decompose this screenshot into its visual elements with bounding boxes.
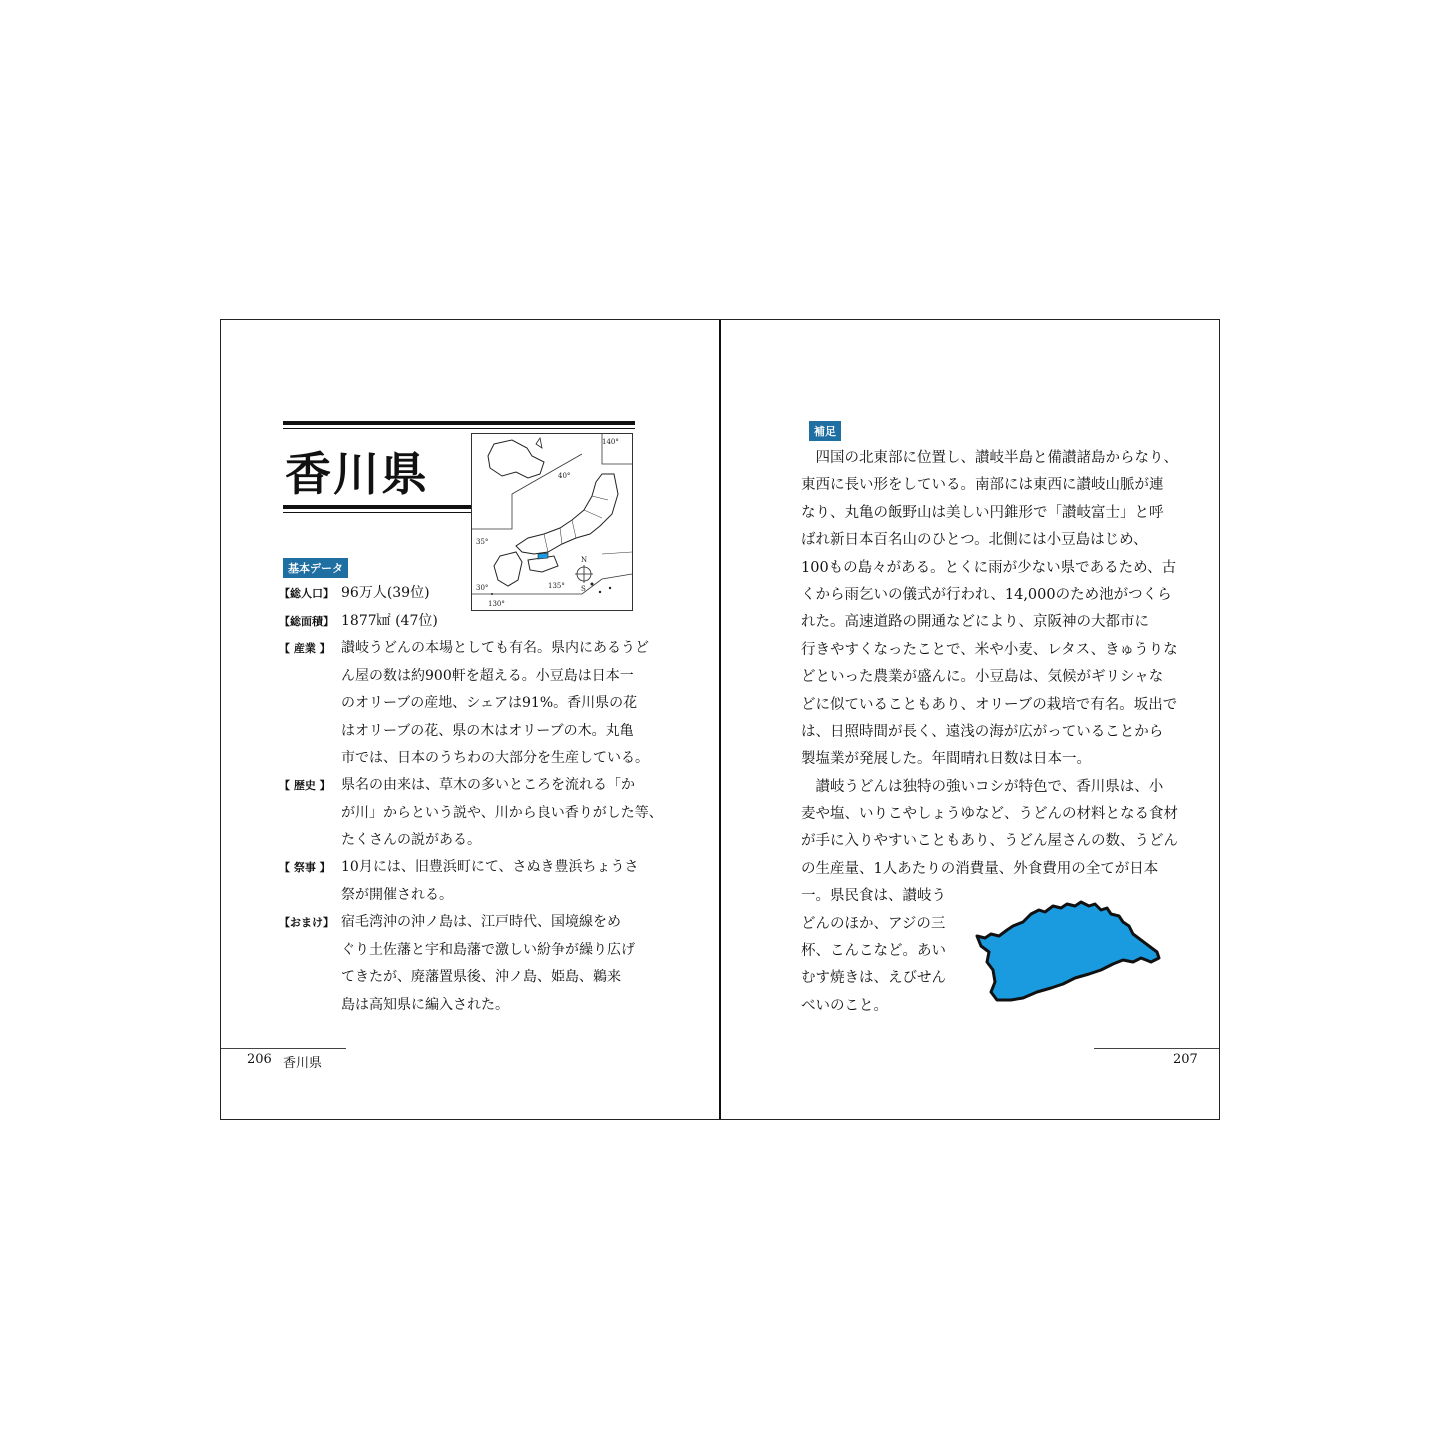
data-line: 祭が開催される。 [341,886,453,903]
data-label: 【総面積】 [279,615,334,628]
data-line: たくさんの説がある。 [341,832,481,848]
data-line: てきたが、廃藩置県後、沖ノ島、姫島、鵜来 [341,969,621,985]
data-text [341,580,703,608]
lat-35-label: 35° [476,538,489,546]
kagawa-prefecture-icon [973,900,1165,1004]
body-line: どんのほか、アジの三 [801,915,946,932]
body-line: むす焼きは、えびせん [801,970,946,987]
data-text [341,608,703,636]
lon-130-label: 130° [488,600,505,608]
folio-rule [1094,1048,1219,1049]
data-label: 【 産業 】 [279,642,331,655]
body-line: どに似ていることもあり、オリーブの栽培で有名。坂出で [801,696,1178,713]
body-line: くから雨乞いの儀式が行われ、14,000のため池がつくら [801,586,1172,603]
data-text [341,772,703,855]
body-line: 行きやすくなったことで、米や小麦、レタス、きゅうりな [801,641,1178,658]
body-line: 杯、こんこなど。あい [801,943,946,960]
data-line: 讃岐うどんの本場としても有名。県内にあるうど [341,640,649,656]
body-line: 麦や塩、いりこやしょうゆなど、うどんの材料となる食材 [801,806,1178,823]
folio-rule [221,1048,346,1049]
lat-30-label: 30° [476,584,489,592]
basic-data-badge: 基本データ [283,558,348,578]
body-line: 製塩業が発展した。年間晴れ日数は日本一。 [801,751,1091,768]
left-page [221,320,721,1119]
compass-n: N [581,556,588,564]
page-number-right: 207 [1173,1052,1198,1067]
body-line: どといった農業が盛んに。小豆島は、気候がギリシャな [801,669,1164,686]
data-line: 1877㎢ (47位) [341,613,438,629]
data-line: が川」からという説や、川から良い香りがした等、 [341,804,663,821]
body-line: べいのこと。 [801,997,888,1014]
data-line: 宿毛湾沖の沖ノ島は、江戸時代、国境線をめ [341,914,621,930]
body-line: 四国の北東部に位置し、讃岐半島と備讃諸島からなり、 [801,450,1178,466]
data-label: 【 歴史 】 [279,779,331,792]
body-line: なり、丸亀の飯野山は美しい円錐形で「讃岐富士」と呼 [801,504,1164,521]
lat-40-label: 40° [558,472,571,480]
data-text [341,909,703,1019]
page-number-left: 206 [247,1052,272,1067]
running-title: 香川県 [283,1056,323,1071]
data-line: 島は高知県に編入された。 [341,996,509,1013]
title-rule [283,421,635,425]
lon-140-label: 140° [602,438,619,446]
data-line: のオリーブの産地、シェアは91%。香川県の花 [341,695,638,711]
book-spread [220,319,1220,1120]
title-rule [283,512,473,513]
data-text [341,854,703,909]
data-line: 10月には、旧豊浜町にて、さぬき豊浜ちょうさ [341,859,639,875]
data-text [341,635,703,773]
body-line: 一。県民食は、讃岐う [801,888,946,905]
supplement-badge: 補足 [809,421,841,441]
data-line: 96万人(39位) [341,585,430,601]
body-line: 100もの島々がある。とくに雨が少ない県であるため、古 [801,559,1177,576]
compass-s: S [581,585,586,593]
body-line: ばれ新日本百名山のひとつ。北側には小豆島はじめ、 [801,532,1148,549]
data-line: ん屋の数は約900軒を超える。小豆島は日本一 [341,667,634,684]
body-line: の生産量、1人あたりの消費量、外食費用の全てが日本 [801,860,1159,877]
title-rule [283,505,473,509]
body-line: は、日照時間が長く、遠浅の海が広がっていることから [801,723,1164,740]
data-label: 【おまけ】 [279,916,334,929]
data-line: 県名の由来は、草木の多いところを流れる「か [341,777,635,793]
data-line: 市では、日本のうちわの大部分を生産している。 [341,750,649,766]
prefecture-title: 香川県 [285,447,429,501]
data-line: はオリーブの花、県の木はオリーブの木。丸亀 [341,722,634,739]
lon-135-label: 135° [548,582,565,590]
body-line: 讃岐うどんは独特の強いコシが特色で、香川県は、小 [801,778,1164,795]
body-line: れた。高速道路の開通などにより、京阪神の大都市に [801,614,1149,631]
body-line: が手に入りやすいこともあり、うどん屋さんの数、うどん [801,833,1178,850]
body-line: 東西に長い形をしている。南部には東西に讃岐山脈が連 [801,477,1164,494]
data-label: 【総人口】 [279,587,334,600]
title-rule [283,428,635,429]
data-label: 【 祭事 】 [279,861,331,874]
data-line: ぐり土佐藩と宇和島藩で激しい紛争が繰り広げ [341,941,635,958]
